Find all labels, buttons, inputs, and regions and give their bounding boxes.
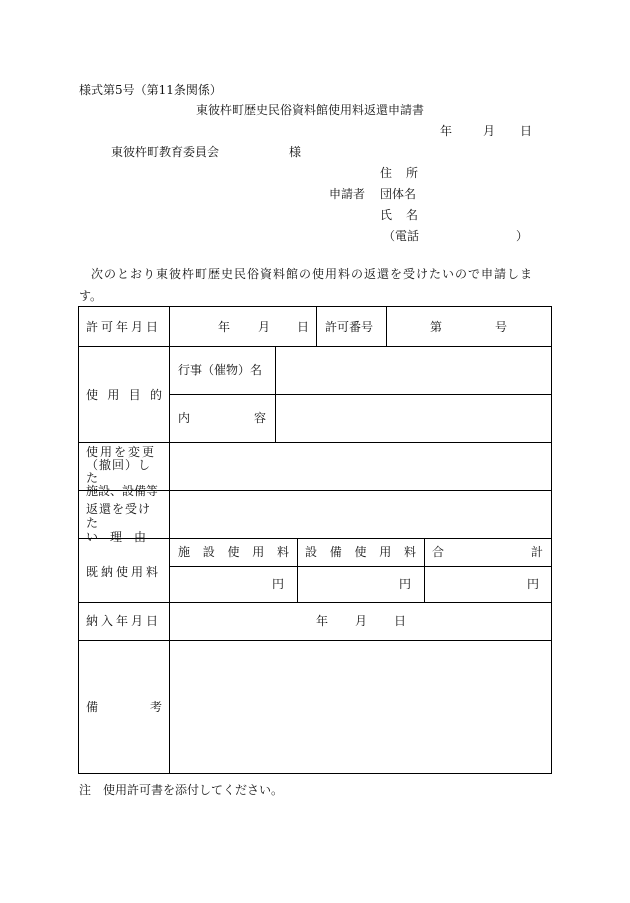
- refund-reason-label-line: [86, 530, 162, 544]
- label-line-text: （撤回）した: [86, 458, 152, 485]
- label-char: 料: [145, 565, 158, 579]
- org-name-label: 団体名: [380, 187, 417, 201]
- table-border-top: [78, 306, 552, 307]
- table-col-line: [424, 538, 425, 602]
- permit-date-year: 年: [218, 320, 231, 334]
- purpose-label: [86, 389, 162, 401]
- label-line-text: い 理 由: [86, 530, 147, 544]
- form-number: 様式第5号（第11条関係）: [79, 83, 222, 97]
- permit-number-label: 許可番号: [325, 320, 374, 334]
- label-char: 入: [100, 614, 113, 628]
- label-char: 合: [432, 545, 445, 559]
- table-col-line: [316, 306, 317, 346]
- paid-fee-label: [86, 566, 158, 578]
- table-row-line: [78, 602, 552, 603]
- address-label-char: 住: [380, 166, 393, 180]
- label-char: 用: [107, 388, 120, 402]
- refund-reason-label: [86, 502, 162, 544]
- label-char: 日: [145, 320, 158, 334]
- label-char: 計: [530, 545, 543, 559]
- payment-date-day: 日: [394, 614, 407, 628]
- label-char: 施: [178, 545, 191, 559]
- label-line-text: 使用を変更: [86, 445, 157, 459]
- label-char: 用: [379, 545, 392, 559]
- label-char: 料: [403, 545, 416, 559]
- label-char: 使: [354, 545, 367, 559]
- label-char: 可: [100, 320, 113, 334]
- table-border-left: [78, 306, 79, 774]
- total-yen: 円: [527, 577, 540, 591]
- label-char: 年: [115, 614, 128, 628]
- label-char: 月: [130, 614, 143, 628]
- statement-line-1: 次のとおり東彼杵町歴史民俗資料館の使用料の返還を受けたいので申請しま: [91, 267, 534, 281]
- permit-date-label: [86, 321, 158, 333]
- label-char: 備: [86, 700, 99, 714]
- label-char: 既: [86, 565, 99, 579]
- label-char: 年: [115, 320, 128, 334]
- content-label: [178, 412, 266, 424]
- date-day: 日: [520, 124, 533, 138]
- label-char: 納: [100, 565, 113, 579]
- permit-date-month: 月: [258, 320, 271, 334]
- permit-number-prefix: 第: [430, 320, 443, 334]
- label-line-text: 施設、設備等: [86, 484, 159, 498]
- table-row-line: [169, 394, 552, 395]
- changed-facility-label-line: [86, 459, 162, 485]
- addressee-honorific: 様: [289, 145, 302, 159]
- statement-line-2: す。: [79, 289, 103, 303]
- label-char: 月: [130, 320, 143, 334]
- table-row-line: [78, 346, 552, 347]
- addressee-name: 東彼杵町教育委員会: [111, 145, 220, 159]
- label-char: 設: [202, 545, 215, 559]
- payment-date-year: 年: [316, 614, 329, 628]
- label-char: 内: [178, 411, 191, 425]
- table-col-line: [386, 306, 387, 346]
- label-char: 納: [86, 614, 99, 628]
- table-row-line: [78, 442, 552, 443]
- footnote: 注 使用許可書を添付してください。: [79, 783, 284, 797]
- refund-reason-label-line: [86, 502, 162, 530]
- facility-fee-yen: 円: [272, 577, 285, 591]
- equipment-fee-label: [305, 546, 416, 558]
- date-month: 月: [483, 124, 496, 138]
- table-border-bottom: [78, 773, 552, 774]
- page-title: 東彼杵町歴史民俗資料館使用料返還申請書: [196, 103, 425, 117]
- changed-facility-label-line: [86, 485, 162, 498]
- label-char: 備: [329, 545, 342, 559]
- name-label-char: 氏: [380, 208, 393, 222]
- permit-number-suffix: 号: [495, 320, 508, 334]
- table-col-line: [169, 306, 170, 774]
- total-label: [432, 546, 543, 558]
- changed-facility-label: [86, 446, 162, 498]
- remarks-label: [86, 701, 162, 713]
- table-row-line: [169, 566, 552, 567]
- facility-fee-label: [178, 546, 289, 558]
- applicant-label: 申請者: [329, 187, 366, 201]
- table-row-line: [78, 640, 552, 641]
- table-col-line: [297, 538, 298, 602]
- permit-date-day: 日: [297, 320, 310, 334]
- label-char: 使: [86, 388, 99, 402]
- table-col-line: [275, 346, 276, 442]
- payment-date-month: 月: [355, 614, 368, 628]
- label-char: 使: [115, 565, 128, 579]
- phone-label: （電話: [383, 229, 420, 243]
- address-label-char: 所: [405, 166, 418, 180]
- label-char: 的: [149, 388, 162, 402]
- label-line-text: 返還を受けた: [86, 502, 152, 530]
- equipment-fee-yen: 円: [399, 577, 412, 591]
- label-char: 許: [86, 320, 99, 334]
- date-year: 年: [440, 124, 453, 138]
- label-char: 用: [252, 545, 265, 559]
- label-char: 日: [145, 614, 158, 628]
- label-char: 容: [253, 411, 266, 425]
- phone-close-paren: ）: [516, 229, 529, 243]
- label-char: 目: [128, 388, 141, 402]
- name-label-char: 名: [405, 208, 418, 222]
- label-char: 考: [149, 700, 162, 714]
- payment-date-label: [86, 615, 158, 627]
- label-char: 使: [227, 545, 240, 559]
- label-char: 用: [130, 565, 143, 579]
- label-char: 料: [276, 545, 289, 559]
- label-char: 設: [305, 545, 318, 559]
- table-border-right: [551, 306, 552, 774]
- event-name-label: 行事（催物）名: [178, 363, 263, 377]
